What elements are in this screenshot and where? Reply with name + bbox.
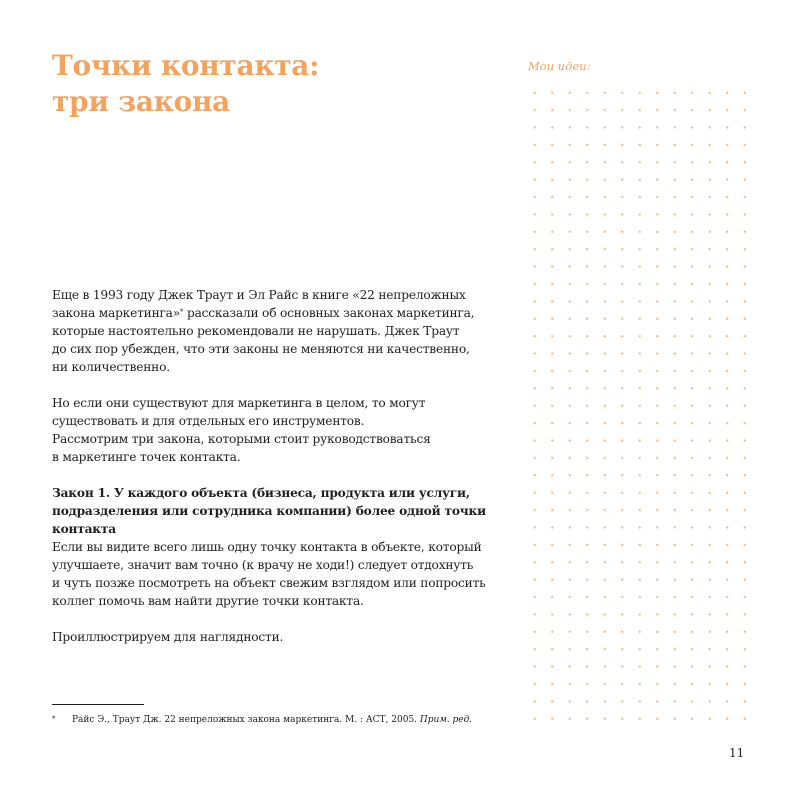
footnote-mark: * [52,715,56,723]
footnote-divider [52,704,144,705]
page-number: 11 [729,746,745,760]
text-line: Проиллюстрируем для наглядности. [52,630,284,644]
notes-label: Мои идеи: [528,59,591,73]
text-line: улучшаете, значит вам точно (к врачу не ходи!) следует отдохнуть [52,558,474,572]
title-line-1: Точки контакта: [52,49,320,82]
text-line: Но если они существуют для маркетинга в целом, то могут [52,396,426,410]
editor-note: Прим. ред. [419,715,473,725]
law-1-heading [52,484,486,538]
text-fragment: закона маркетинга» [52,306,181,320]
text-line: существовать и для отдельных его инструментов. [52,414,365,428]
text-line: Еще в 1993 году Джек Траут и Эл Райс в книге «22 непреложных [52,288,466,302]
text-line: коллег помочь вам найти другие точки контакта. [52,594,364,608]
text-line: подразделения или сотрудника компании) более одной точки [52,504,486,518]
text-line: ни количественно. [52,360,170,374]
footnote-citation: Райс Э., Траут Дж. 22 непреложных закона маркетинга. М. : АСТ, 2005. [72,715,420,725]
paragraph-3 [52,628,482,646]
notes-dot-grid [526,84,746,728]
text-line: в маркетинге точек контакта. [52,450,241,464]
text-fragment: рассказали об основных законах маркетинга, [183,306,475,320]
text-line: Если вы видите всего лишь одну точку контакта в объекте, который [52,540,482,554]
footnote-text [72,714,472,726]
main-text [52,286,486,646]
text-line: Рассмотрим три закона, которыми стоит руководствоваться [52,432,431,446]
text-line [52,304,482,322]
text-line: Закон 1. У каждого объекта (бизнеса, продукта или услуги, [52,486,470,500]
law-1-text [52,538,486,610]
text-line: контакта [52,522,116,536]
paragraph-2 [52,394,482,466]
title-line-2: три закона [52,85,230,118]
text-line: которые настоятельно рекомендовали не нарушать. Джек Траут [52,324,460,338]
text-line: и чуть позже посмотреть на объект свежим взглядом или попросить [52,576,486,590]
text-line: до сих пор убежден, что эти законы не меняются ни качественно, [52,342,470,356]
paragraph-1 [52,286,482,376]
footnote-reference[interactable]: * [180,308,184,316]
page-title [52,48,472,120]
